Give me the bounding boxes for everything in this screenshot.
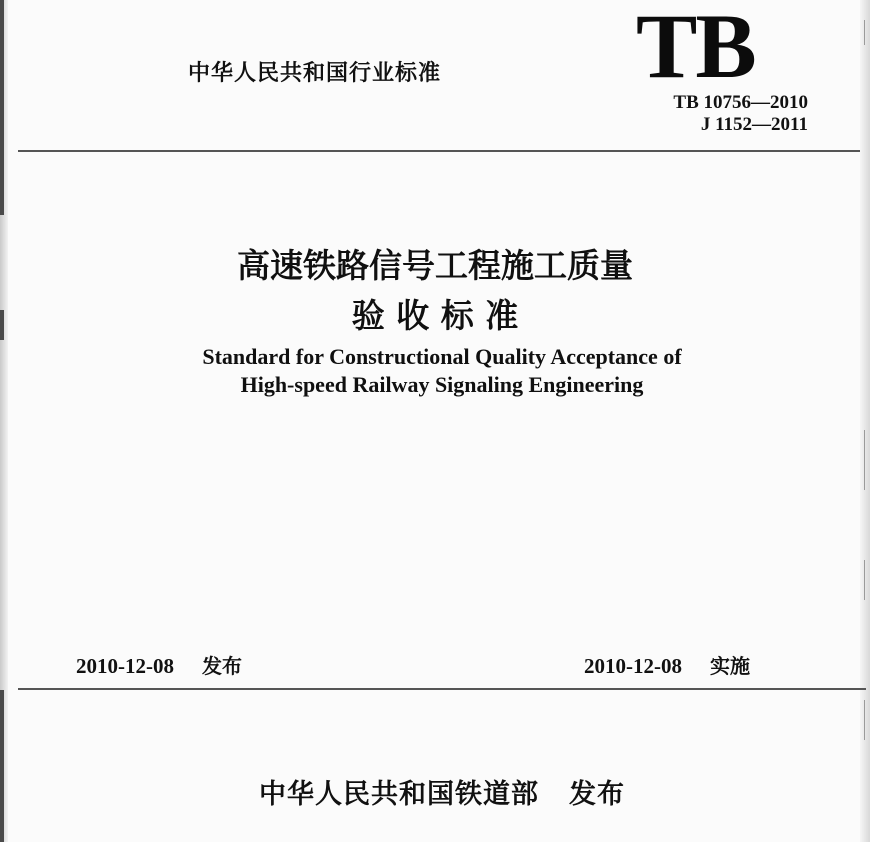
tb-logo: TB [636,0,755,97]
title-zh-line2: 验 收 标 准 [351,296,519,335]
footer-divider [18,688,866,690]
issue-label: 发布 [202,654,242,678]
publisher-name: 中华人民共和国铁道部 [259,779,539,810]
issue-date: 2010-12-08 [76,654,174,678]
title-en-line2: High-speed Railway Signaling Engineering [240,372,644,397]
scan-edge-mark [0,690,4,842]
scan-edge-dash [864,20,865,45]
scan-edge-left [0,0,8,842]
header-divider [18,150,860,152]
effective-label: 实施 [710,654,750,678]
scan-edge-dash [864,560,865,600]
standard-category: 中华人民共和国行业标准 [188,61,442,86]
scan-edge-right [860,0,870,842]
title-en-line1: Standard for Constructional Quality Acceptance of [202,344,682,369]
effective-date: 2010-12-08 [584,654,682,678]
issue-date-line [76,650,242,679]
scan-edge-dash [864,430,865,490]
standard-code-block [612,92,808,136]
publisher-action: 发布 [569,779,625,810]
title-zh-line1: 高速铁路信号工程施工质量 [237,246,633,285]
scan-edge-dash [864,700,865,740]
publisher-line [0,772,870,811]
standard-code-primary: TB 10756—2010 [673,92,808,113]
scan-edge-mark [0,0,4,215]
effective-date-line [584,650,750,679]
standard-code-secondary: J 1152—2011 [700,114,808,135]
